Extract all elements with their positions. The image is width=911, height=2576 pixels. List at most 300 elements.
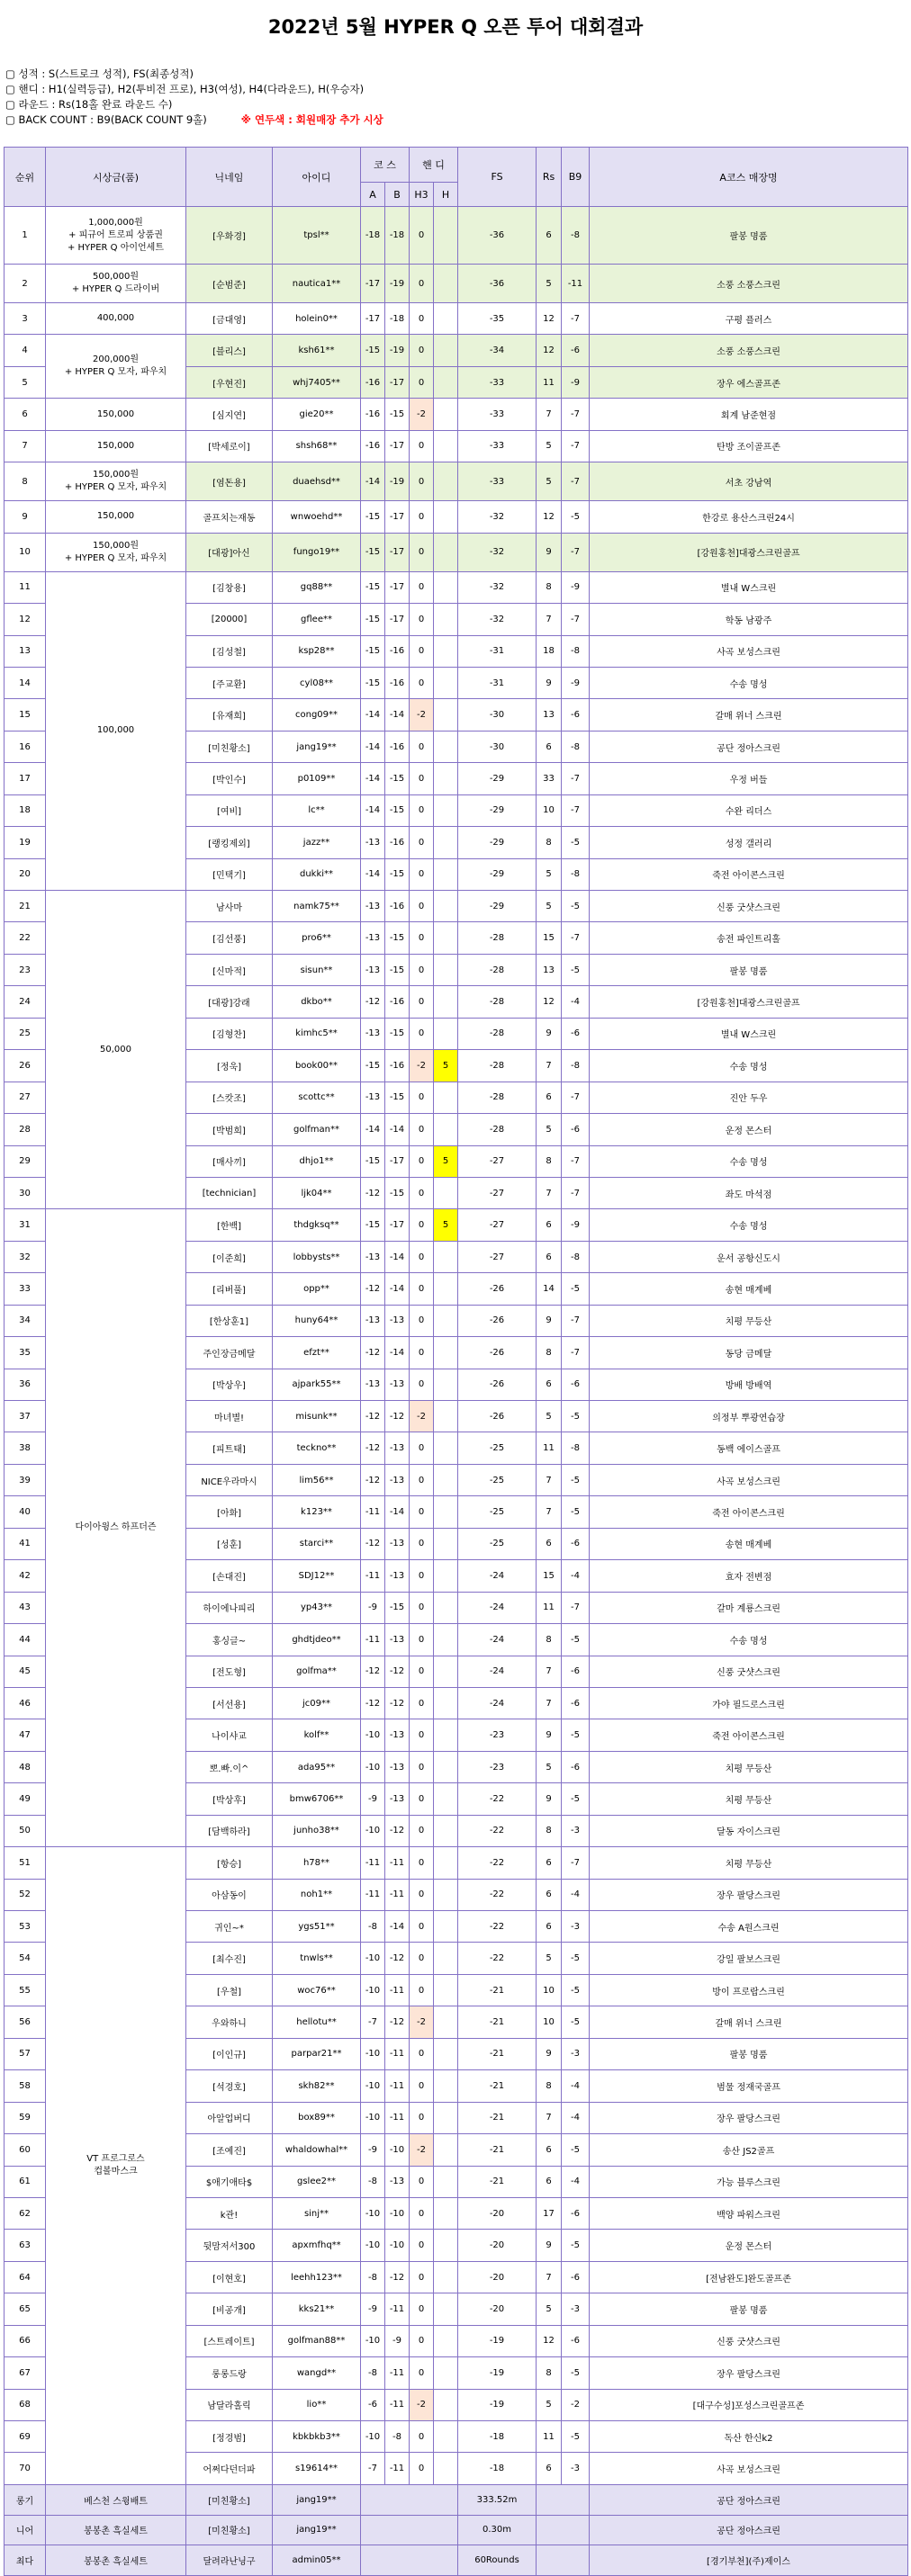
cell-fs: -30 <box>458 731 537 762</box>
cell-nickname: 아삼동이 <box>186 1879 273 1910</box>
cell-course-b: -19 <box>385 335 410 366</box>
cell-nickname: 뽀.빠.이^ <box>186 1751 273 1782</box>
cell-nickname: 남달라홀릭 <box>186 2389 273 2420</box>
cell-id: sinj** <box>273 2197 361 2229</box>
cell-store: 수송 명성 <box>590 1050 908 1082</box>
cell-rs: 11 <box>537 2421 562 2453</box>
cell-h <box>434 699 458 731</box>
cell-b9: -5 <box>562 891 590 922</box>
cell-h <box>434 2006 458 2038</box>
cell-rs: 18 <box>537 635 562 667</box>
cell-store: 공단 정아스크린 <box>590 731 908 762</box>
cell-id: golfman** <box>273 1114 361 1145</box>
cell-rs: 9 <box>537 2038 562 2069</box>
cell-course-a: -8 <box>361 1911 385 1943</box>
cell-rank: 47 <box>5 1719 46 1751</box>
cell-rs: 14 <box>537 1273 562 1305</box>
cell-course-b: -11 <box>385 1974 410 2006</box>
table-row <box>5 1847 908 1879</box>
cell-h3: 0 <box>410 2230 434 2261</box>
cell-fs: -27 <box>458 1241 537 1272</box>
cell-h <box>434 922 458 954</box>
legend-handicap: ▢ 핸디 : H1(실력등급), H2(투비전 프로), H3(여성), H4(다라운드), H(우승자) <box>5 83 365 95</box>
cell-fs: -23 <box>458 1751 537 1782</box>
cell-course-b: -9 <box>385 2325 410 2356</box>
cell-course-b: -14 <box>385 699 410 731</box>
cell-id: lc** <box>273 794 361 826</box>
cell-rank: 6 <box>5 399 46 430</box>
cell-h3: 0 <box>410 858 434 890</box>
cell-rank: 40 <box>5 1496 46 1528</box>
cell-rank: 39 <box>5 1464 46 1495</box>
cell-rs: 11 <box>537 1592 562 1623</box>
header-id: 아이디 <box>273 148 361 207</box>
cell-course-b: -10 <box>385 2134 410 2166</box>
award-value: 60Rounds <box>458 2545 537 2576</box>
cell-course-b: -15 <box>385 1177 410 1208</box>
cell-course-b: -13 <box>385 1432 410 1464</box>
cell-course-a: -13 <box>361 891 385 922</box>
cell-course-b: -11 <box>385 2293 410 2325</box>
page-title: 2022년 5월 HYPER Q 오픈 투어 대회결과 <box>267 16 644 38</box>
cell-rank: 57 <box>5 2038 46 2069</box>
cell-h <box>434 858 458 890</box>
cell-course-a: -13 <box>361 922 385 954</box>
cell-store: 사곡 보성스크린 <box>590 2453 908 2484</box>
cell-id: k123** <box>273 1496 361 1528</box>
cell-b9: -5 <box>562 501 590 533</box>
cell-fs: -22 <box>458 1943 537 1974</box>
cell-fs: -20 <box>458 2261 537 2293</box>
header-fs: FS <box>458 148 537 207</box>
cell-store: 탄방 조이골프존 <box>590 430 908 462</box>
cell-fs: -22 <box>458 1815 537 1846</box>
cell-course-a: -12 <box>361 1177 385 1208</box>
cell-rank: 41 <box>5 1528 46 1559</box>
cell-fs: -28 <box>458 986 537 1018</box>
cell-rank: 37 <box>5 1401 46 1432</box>
cell-h3: 0 <box>410 2261 434 2293</box>
cell-b9: -5 <box>562 1496 590 1528</box>
cell-b9: -7 <box>562 1177 590 1208</box>
cell-course-a: -10 <box>361 2070 385 2102</box>
cell-course-b: -14 <box>385 1496 410 1528</box>
cell-nickname: [미친황소] <box>186 731 273 762</box>
cell-h3: -2 <box>410 699 434 731</box>
cell-rank: 25 <box>5 1018 46 1049</box>
cell-course-a: -9 <box>361 2293 385 2325</box>
cell-course-b: -16 <box>385 1050 410 1082</box>
cell-b9: -9 <box>562 571 590 603</box>
cell-rank: 59 <box>5 2102 46 2133</box>
cell-course-a: -10 <box>361 1974 385 2006</box>
cell-id: sisun** <box>273 954 361 985</box>
cell-b9: -5 <box>562 1401 590 1432</box>
cell-nickname: [박상후] <box>186 1783 273 1815</box>
cell-store: 소풍 소풍스크린 <box>590 265 908 303</box>
cell-h <box>434 604 458 635</box>
cell-course-a: -7 <box>361 2006 385 2038</box>
cell-store: 별내 W스크린 <box>590 571 908 603</box>
cell-b9: -8 <box>562 731 590 762</box>
cell-h <box>434 571 458 603</box>
cell-course-b: -18 <box>385 207 410 265</box>
cell-course-a: -14 <box>361 858 385 890</box>
cell-course-a: -9 <box>361 1783 385 1815</box>
cell-b9: -7 <box>562 462 590 501</box>
cell-rank: 53 <box>5 1911 46 1943</box>
cell-b9: -5 <box>562 2421 590 2453</box>
award-empty <box>361 2545 458 2576</box>
cell-h3: 0 <box>410 1464 434 1495</box>
cell-course-a: -7 <box>361 2453 385 2484</box>
cell-course-a: -11 <box>361 1560 385 1592</box>
cell-id: golfman88** <box>273 2325 361 2356</box>
cell-h <box>434 2421 458 2453</box>
cell-fs: -33 <box>458 462 537 501</box>
cell-nickname: [조예진] <box>186 2134 273 2166</box>
cell-course-b: -14 <box>385 1337 410 1369</box>
cell-h3: 0 <box>410 2293 434 2325</box>
cell-h <box>434 1114 458 1145</box>
award-nickname: 달려라난닝구 <box>186 2545 273 2576</box>
award-value: 333.52m <box>458 2484 537 2515</box>
cell-course-a: -14 <box>361 794 385 826</box>
cell-rs: 12 <box>537 2325 562 2356</box>
cell-id: lobbysts** <box>273 1241 361 1272</box>
cell-rank: 60 <box>5 2134 46 2166</box>
cell-h <box>434 2261 458 2293</box>
cell-rank: 24 <box>5 986 46 1018</box>
cell-rank: 27 <box>5 1082 46 1113</box>
cell-prize: 200,000원 + HYPER Q 모자, 파우치 <box>46 335 186 399</box>
cell-rs: 6 <box>537 2134 562 2166</box>
cell-rank: 43 <box>5 1592 46 1623</box>
cell-store: 죽전 아이콘스크린 <box>590 858 908 890</box>
cell-h <box>434 1815 458 1846</box>
cell-fs: -30 <box>458 699 537 731</box>
cell-store: 치평 무등산 <box>590 1783 908 1815</box>
cell-store: 의정부 뿌광연습장 <box>590 1401 908 1432</box>
cell-store: 회계 남준현점 <box>590 399 908 430</box>
cell-course-b: -10 <box>385 2197 410 2229</box>
cell-h: 5 <box>434 1050 458 1082</box>
cell-store: 치평 무등산 <box>590 1305 908 1336</box>
cell-fs: -29 <box>458 794 537 826</box>
cell-nickname: [박범희] <box>186 1114 273 1145</box>
cell-fs: -21 <box>458 2006 537 2038</box>
cell-fs: -29 <box>458 827 537 858</box>
cell-store: 별내 W스크린 <box>590 1018 908 1049</box>
cell-id: cyl08** <box>273 667 361 698</box>
cell-course-a: -8 <box>361 2357 385 2389</box>
cell-b9: -6 <box>562 2325 590 2356</box>
cell-fs: -28 <box>458 1114 537 1145</box>
cell-rank: 8 <box>5 462 46 501</box>
cell-b9: -7 <box>562 533 590 571</box>
header-h3: H3 <box>410 183 434 207</box>
cell-h <box>434 1305 458 1336</box>
cell-nickname: [이인규] <box>186 2038 273 2069</box>
cell-course-a: -13 <box>361 1082 385 1113</box>
cell-course-a: -12 <box>361 1432 385 1464</box>
cell-b9: -7 <box>562 303 590 335</box>
cell-id: lim56** <box>273 1464 361 1495</box>
cell-nickname: [여비] <box>186 794 273 826</box>
cell-h3: -2 <box>410 1401 434 1432</box>
cell-course-a: -15 <box>361 604 385 635</box>
cell-nickname: 어쩌다던더파 <box>186 2453 273 2484</box>
cell-nickname: [한상훈1] <box>186 1305 273 1336</box>
cell-id: gflee** <box>273 604 361 635</box>
cell-course-b: -13 <box>385 1783 410 1815</box>
cell-fs: -35 <box>458 303 537 335</box>
cell-h3: 0 <box>410 922 434 954</box>
cell-nickname: [정경범] <box>186 2421 273 2453</box>
cell-rs: 5 <box>537 1114 562 1145</box>
cell-fs: -33 <box>458 430 537 462</box>
cell-id: ljk04** <box>273 1177 361 1208</box>
cell-course-b: -11 <box>385 2389 410 2420</box>
cell-id: s19614** <box>273 2453 361 2484</box>
cell-rank: 19 <box>5 827 46 858</box>
cell-h3: 0 <box>410 2325 434 2356</box>
cell-fs: -26 <box>458 1273 537 1305</box>
cell-id: jc09** <box>273 1687 361 1719</box>
cell-id: nautica1** <box>273 265 361 303</box>
cell-b9: -7 <box>562 763 590 794</box>
cell-store: 학동 남광주 <box>590 604 908 635</box>
cell-rs: 6 <box>537 1209 562 1241</box>
cell-b9: -8 <box>562 1241 590 1272</box>
cell-course-a: -10 <box>361 2421 385 2453</box>
cell-h <box>434 2230 458 2261</box>
cell-b9: -5 <box>562 2006 590 2038</box>
cell-store: 장우 에스골프존 <box>590 366 908 398</box>
cell-h <box>434 1943 458 1974</box>
cell-rank: 17 <box>5 763 46 794</box>
cell-h3: 0 <box>410 667 434 698</box>
header-b9: B9 <box>562 148 590 207</box>
cell-id: tnwls** <box>273 1943 361 1974</box>
cell-h <box>434 667 458 698</box>
cell-h <box>434 1751 458 1782</box>
cell-rs: 5 <box>537 1401 562 1432</box>
cell-rs: 6 <box>537 2453 562 2484</box>
cell-rs: 9 <box>537 1018 562 1049</box>
cell-rank: 36 <box>5 1369 46 1400</box>
cell-h <box>434 1177 458 1208</box>
cell-prize: 다이아윙스 하프더즌 <box>46 1209 186 1847</box>
cell-store: 팔봉 명품 <box>590 2038 908 2069</box>
cell-h <box>434 335 458 366</box>
cell-b9: -5 <box>562 2230 590 2261</box>
cell-course-a: -12 <box>361 986 385 1018</box>
cell-id: yp43** <box>273 1592 361 1623</box>
cell-nickname: [블리스] <box>186 335 273 366</box>
cell-fs: -34 <box>458 335 537 366</box>
table-row <box>5 533 908 571</box>
cell-b9: -7 <box>562 922 590 954</box>
cell-id: wnwoehd** <box>273 501 361 533</box>
cell-h <box>434 1592 458 1623</box>
cell-rs: 7 <box>537 1464 562 1495</box>
cell-rs: 8 <box>537 1815 562 1846</box>
cell-course-a: -9 <box>361 1592 385 1623</box>
cell-course-b: -17 <box>385 501 410 533</box>
cell-h <box>434 265 458 303</box>
cell-rs: 6 <box>537 1528 562 1559</box>
cell-course-b: -17 <box>385 571 410 603</box>
cell-h <box>434 1082 458 1113</box>
cell-course-a: -16 <box>361 399 385 430</box>
cell-fs: -25 <box>458 1432 537 1464</box>
cell-h3: 0 <box>410 335 434 366</box>
cell-store: 운정 몬스터 <box>590 1114 908 1145</box>
cell-h <box>434 2325 458 2356</box>
cell-h3: 0 <box>410 635 434 667</box>
cell-course-b: -13 <box>385 1719 410 1751</box>
cell-h <box>434 1273 458 1305</box>
cell-h <box>434 1464 458 1495</box>
cell-rank: 54 <box>5 1943 46 1974</box>
cell-h3: 0 <box>410 1879 434 1910</box>
cell-rs: 9 <box>537 2230 562 2261</box>
cell-rs: 10 <box>537 2006 562 2038</box>
cell-fs: -33 <box>458 399 537 430</box>
cell-b9: -6 <box>562 1018 590 1049</box>
cell-h3: 0 <box>410 265 434 303</box>
cell-course-b: -17 <box>385 366 410 398</box>
cell-h <box>434 533 458 571</box>
cell-store: [전남완도]완도골프존 <box>590 2261 908 2293</box>
cell-rs: 6 <box>537 1879 562 1910</box>
cell-prize: 1,000,000원 + 피규어 트로피 상품권 + HYPER Q 아이언세트 <box>46 207 186 265</box>
cell-course-b: -19 <box>385 462 410 501</box>
cell-b9: -7 <box>562 794 590 826</box>
cell-fs: -24 <box>458 1656 537 1687</box>
cell-fs: -25 <box>458 1528 537 1559</box>
cell-nickname: [리버풀] <box>186 1273 273 1305</box>
award-id: admin05** <box>273 2545 361 2576</box>
cell-fs: -26 <box>458 1305 537 1336</box>
cell-rs: 13 <box>537 699 562 731</box>
cell-rank: 62 <box>5 2197 46 2229</box>
cell-course-b: -12 <box>385 1401 410 1432</box>
cell-id: scottc** <box>273 1082 361 1113</box>
cell-rs: 7 <box>537 1496 562 1528</box>
cell-course-a: -8 <box>361 2166 385 2197</box>
award-prize: 봉봉촌 흑실세트 <box>46 2515 186 2545</box>
cell-id: SDJ12** <box>273 1560 361 1592</box>
cell-store: 송현 매계베 <box>590 1273 908 1305</box>
cell-h3: 0 <box>410 462 434 501</box>
cell-nickname: 귀인~* <box>186 1911 273 1943</box>
cell-course-a: -13 <box>361 1369 385 1400</box>
cell-h <box>434 1974 458 2006</box>
cell-nickname: [김형찬] <box>186 1018 273 1049</box>
cell-h3: 0 <box>410 2421 434 2453</box>
cell-store: 방배 방배역 <box>590 1369 908 1400</box>
cell-id: efzt** <box>273 1337 361 1369</box>
cell-store: 한강로 용산스크린24시 <box>590 501 908 533</box>
cell-rs: 7 <box>537 1687 562 1719</box>
cell-rs: 10 <box>537 794 562 826</box>
cell-rank: 5 <box>5 366 46 398</box>
cell-rank: 55 <box>5 1974 46 2006</box>
cell-rank: 61 <box>5 2166 46 2197</box>
cell-b9: -5 <box>562 827 590 858</box>
table-row <box>5 207 908 265</box>
table-row <box>5 303 908 335</box>
cell-b9: -5 <box>562 954 590 985</box>
legend-back-count-text: ▢ BACK COUNT : B9(BACK COUNT 9홀) <box>5 113 207 126</box>
cell-nickname: [염돈용] <box>186 462 273 501</box>
cell-store: 수송 명성 <box>590 1145 908 1177</box>
cell-h <box>434 366 458 398</box>
results-body <box>5 207 908 2485</box>
cell-h <box>434 2293 458 2325</box>
cell-h <box>434 731 458 762</box>
cell-course-b: -15 <box>385 399 410 430</box>
cell-rs: 6 <box>537 1082 562 1113</box>
cell-rank: 52 <box>5 1879 46 1910</box>
cell-fs: -27 <box>458 1209 537 1241</box>
cell-h <box>434 462 458 501</box>
table-row <box>5 430 908 462</box>
cell-h3: 0 <box>410 366 434 398</box>
cell-store: 수송 명성 <box>590 1624 908 1656</box>
cell-rs: 5 <box>537 1943 562 1974</box>
cell-id: p0109** <box>273 763 361 794</box>
cell-id: thdgksq** <box>273 1209 361 1241</box>
cell-course-b: -12 <box>385 1815 410 1846</box>
cell-rank: 56 <box>5 2006 46 2038</box>
cell-h3: 0 <box>410 1560 434 1592</box>
award-row <box>5 2545 908 2576</box>
cell-course-a: -8 <box>361 2261 385 2293</box>
cell-course-b: -10 <box>385 2230 410 2261</box>
cell-fs: -29 <box>458 763 537 794</box>
cell-store: 독산 한신k2 <box>590 2421 908 2453</box>
cell-id: bmw6706** <box>273 1783 361 1815</box>
cell-rs: 6 <box>537 1847 562 1879</box>
legend-rounds: ▢ 라운드 : Rs(18홀 완료 라운드 수) <box>5 98 173 111</box>
cell-nickname: [대광]아신 <box>186 533 273 571</box>
cell-fs: -28 <box>458 1082 537 1113</box>
cell-course-a: -11 <box>361 1624 385 1656</box>
cell-nickname: [석경호] <box>186 2070 273 2102</box>
cell-h3: 0 <box>410 1719 434 1751</box>
cell-h3: 0 <box>410 303 434 335</box>
award-id: jang19** <box>273 2515 361 2545</box>
award-label: 최다 <box>5 2545 46 2576</box>
cell-store: 신풍 굿샷스크린 <box>590 2325 908 2356</box>
cell-course-a: -15 <box>361 501 385 533</box>
cell-nickname: NICE우라마시 <box>186 1464 273 1495</box>
cell-rs: 5 <box>537 1751 562 1782</box>
cell-store: 백양 파워스크린 <box>590 2197 908 2229</box>
member-note: ※ 연두색 : 회원매장 추가 시상 <box>240 113 383 126</box>
cell-rs: 6 <box>537 1911 562 1943</box>
cell-rank: 67 <box>5 2357 46 2389</box>
cell-id: book00** <box>273 1050 361 1082</box>
cell-store: 우정 버들 <box>590 763 908 794</box>
cell-b9: -8 <box>562 635 590 667</box>
table-row <box>5 891 908 922</box>
cell-id: kks21** <box>273 2293 361 2325</box>
cell-h3: 0 <box>410 1815 434 1846</box>
